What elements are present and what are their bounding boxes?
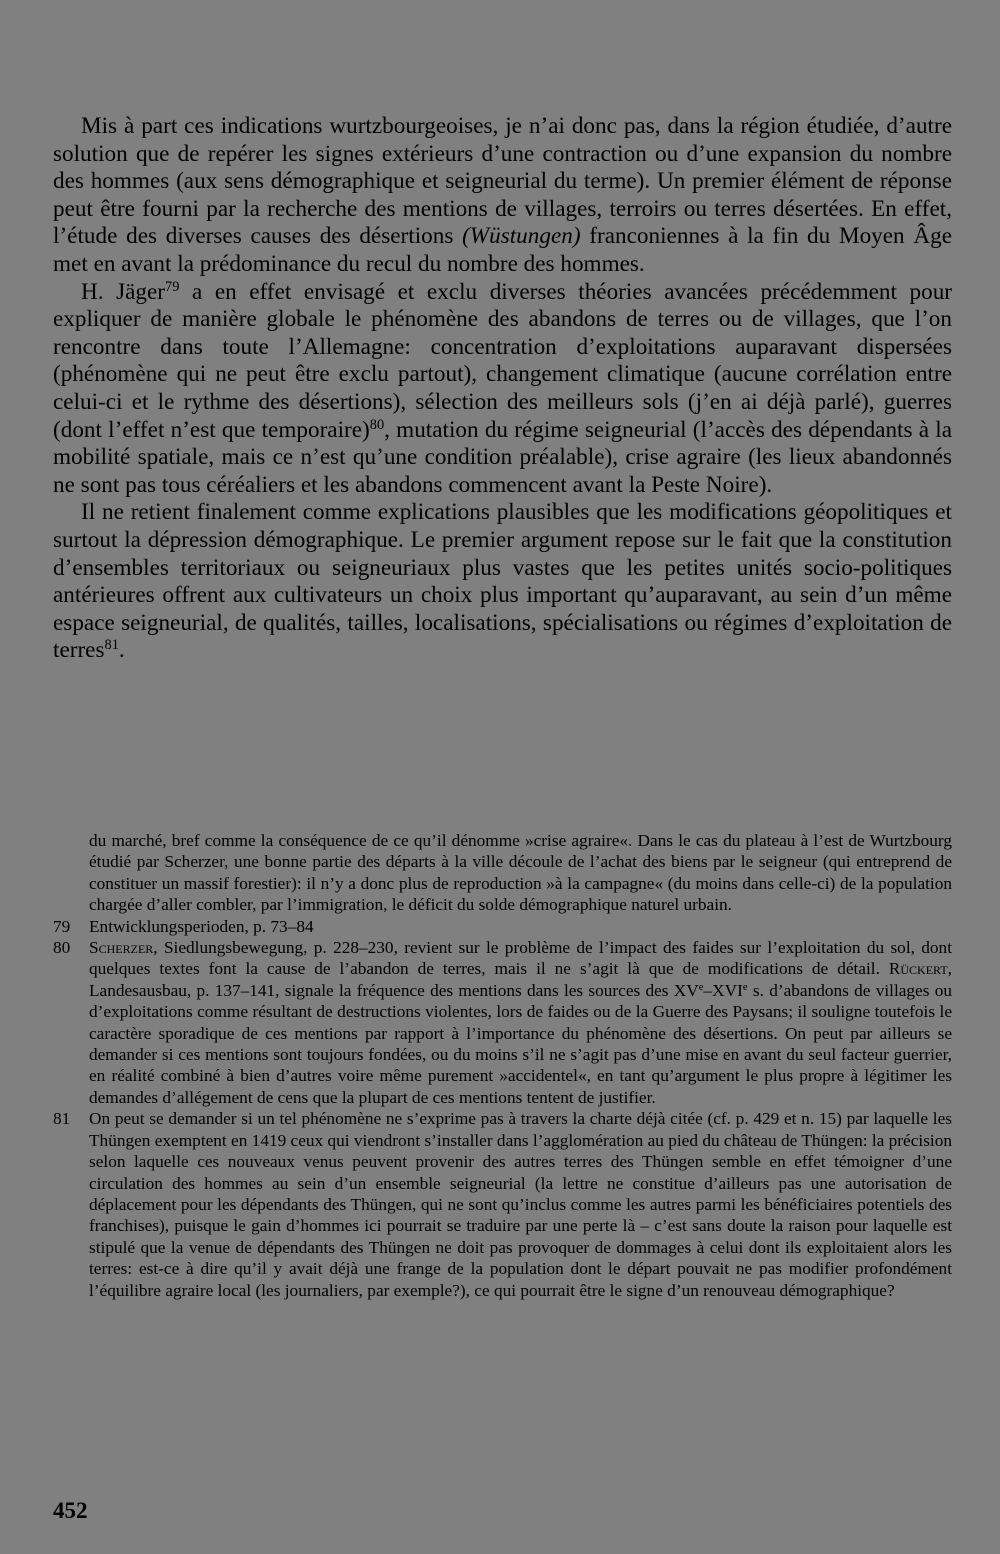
footnote-text xyxy=(89,937,952,1108)
footnote-number: 81 xyxy=(53,1109,71,1129)
paragraph-1-text: Mis à part ces indications wurtzbourgeoises, je n’ai donc pas, dans la région étudiée, d’autre solution que de repérer les signes extérieurs d’une contraction ou d’une expansion du nombre des hommes (aux sens démographique et seigneurial du terme). Un premier élément de réponse peut être fourni par la recherche des mentions de villages, terroirs ou terres désertées. En effet, l’étude des diverses causes des désertions xyxy=(53,113,952,250)
footnote-text: On peut se demander si un tel phénomène ne s’exprime pas à travers la charte déjà citée (cf. p. 429 et n. 15) par laquelle les Thüngen exemptent en 1419 ceux qui viendront s’installer dans l’agglomération au pied du château de Thüngen: la précision selon laquelle ces nouveaux venus peuvent provenir des autres terres des Thüngen semble en effet témoigner d’une circulation des hommes au sein d’un ensemble seigneurial (la lettre ne constitue d’ailleurs pas une autorisation de déplacement pour les dépendants des Thüngen, qui ne sont qu’inclus comme les autres parmi les bénéficiaires potentiels des franchises), puisque le gain d’hommes ici pourrait se traduire par une perte là – c’est sans doute la raison pour laquelle est stipulé que la venue de dépendants des Thüngen ne doit pas provoquer de dommages à celui dont ils exploitaient alors les terres: est-ce à dire qu’il y avait déjà une frange de la population dont le départ pouvait ne pas modifier profondément l’équilibre agraire local (les journaliers, par exemple?), ce qui pourrait être le signe d’un renouveau démographique? xyxy=(89,1109,953,1300)
footnotes xyxy=(53,830,952,1301)
main-text xyxy=(53,113,952,665)
footnote-text-part: , Landesausbau, p. 137–141, signale la fréquence des mentions dans les sources des XV xyxy=(89,959,952,1000)
paragraph-2 xyxy=(53,279,952,500)
italic-term: (Wüstungen) xyxy=(462,223,581,250)
paragraph-3-text: Il ne retient finalement comme explications plausibles que les modifications géopolitiques et surtout la dépression démographique. Le premier argument repose sur le fait que la constitution d’ensembles territoriaux ou seigneuriaux plus vastes que les petites unités socio-politiques antérieures offrent aux cultivateurs un choix plus important qu’auparavant, au sein d’un même espace seigneurial, de qualités, tailles, localisations, spécialisations ou régimes d’exploitation de terres xyxy=(53,499,952,664)
paragraph-2-text: H. Jäger xyxy=(81,278,166,305)
footnote-80 xyxy=(53,937,952,1108)
paragraph-3 xyxy=(53,499,952,665)
footnote-ref-81: 81 xyxy=(104,637,119,654)
paragraph-2-text-mid: a en effet envisagé et exclu diverses théories avancées précédemment pour expliquer de manière globale le phénomène des abandons de terres ou de villages, que l’on rencontre dans toute l’Allemagne: concentration d’exploitations auparavant dispersées (phénomène qui ne peut être exclu partout), changement climatique (aucune corrélation entre celui-ci et le rythme des désertions), sélection des meilleurs sols (j’en ai déjà parlé), guerres (dont l’effet n’est que temporaire) xyxy=(53,278,953,443)
footnote-81 xyxy=(53,1108,952,1301)
author-name: Scherzer xyxy=(89,938,154,958)
page-number: 452 xyxy=(53,1498,88,1523)
author-name: Rückert xyxy=(888,959,948,979)
footnote-continuation: du marché, bref comme la conséquence de ce qu’il dénomme »crise agraire«. Dans le cas du plateau à l’est de Wurtzbourg étudié par Scherzer, une bonne partie des départs à la ville découle de l’achat des biens par le seigneur (qui entreprend de constituer un massif forestier): il n’y a donc plus de reproduction »à la campagne« (du moins dans celle-ci) de la population chargée d’aller combler, par l’immigration, le déficit du solde démographique naturel urbain. xyxy=(89,831,952,915)
footnote-number: 80 xyxy=(53,938,71,958)
footnote-79 xyxy=(53,916,952,937)
paragraph-1 xyxy=(53,113,952,279)
paragraph-1-text-end: franconiennes à la fin du Moyen Âge met en avant la prédominance du recul du nombre des hommes. xyxy=(53,223,952,277)
paragraph-2-text-end: , mutation du régime seigneurial (l’accès des dépendants à la mobilité spatiale, mais ce n’est qu’une condition préalable), crise agraire (les lieux abandonnés ne sont pas tous céréaliers et les abandons commencent avant la Peste Noire). xyxy=(53,416,952,498)
footnote-ref-80: 80 xyxy=(369,416,385,433)
footnote-number: 79 xyxy=(53,916,71,936)
footnote-text-part: , Siedlungsbewegung, p. 228–230, revient sur le problème de l’impact des faides sur l’exploitation du sol, dont quelques textes font la cause de l’abandon de terres, mais il ne s’agit là que de modifications de détail. xyxy=(89,938,952,979)
superscript: e xyxy=(698,980,704,993)
footnote-ref-79: 79 xyxy=(165,278,180,295)
footnote-text-part: s. d’abandons de villages ou d’exploitations comme résultant de destructions violentes, lors de faides ou de la Guerre des Paysans; il souligne toutefois le caractère sporadique de ces mentions par rapport à l’importance du phénomène des désertions. On peut par ailleurs se demander si ces mentions sont toujours fondées, ou du moins s’il ne s’agit pas d’une mise en avant du seul facteur guerrier, en réalité combiné à bien d’autres voire même purement »accidentel«, en tant qu’argument le plus propre à légitimer les demandes d’allégement de cens que la plupart de ces mentions tentent de justifier. xyxy=(89,980,953,1107)
superscript: e xyxy=(742,980,748,993)
footnote-text: Entwicklungsperioden, p. 73–84 xyxy=(89,916,314,936)
footnote-text-part: –XVI xyxy=(703,980,743,1000)
paragraph-3-text-end: . xyxy=(118,637,125,664)
